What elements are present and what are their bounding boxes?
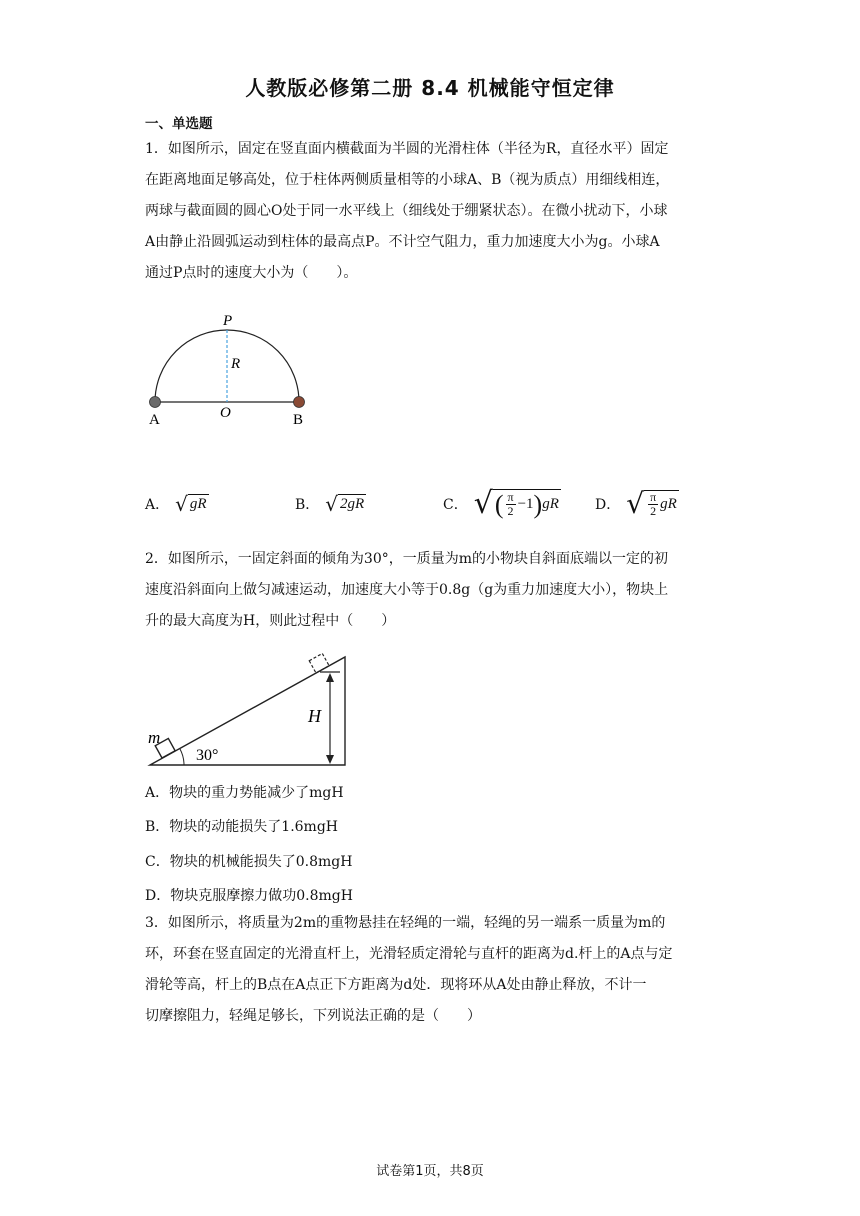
label-o: O [220,405,231,421]
label-m: m [148,728,161,747]
question-2-line: 速度沿斜面向上做匀减速运动，加速度大小等于0.8g（g为重力加速度大小），物块上 [145,582,669,598]
question-3-line: 环，环套在竖直固定的光滑直杆上，光滑轻质定滑轮与直杆的距离为d.杆上的A点与定 [145,946,673,962]
page-title: 人教版必修第二册 8.4 机械能守恒定律 [245,76,615,100]
option-a[interactable] [145,488,209,520]
question-1-line: 两球与截面圆的圆心O处于同一水平线上（细线处于绷紧状态）。在微小扰动下，小球 [145,203,668,219]
option-b-label: B． [295,497,320,513]
label-r: R [231,356,241,372]
q2-option-a[interactable]: A．物块的重力势能减少了mgH [145,785,344,801]
label-b: B [293,412,304,428]
ball-a [150,397,161,408]
option-d[interactable] [595,488,679,520]
semicircle-figure [140,305,320,430]
sqrt-2gr: √ 2gR [325,492,365,516]
label-a: A [149,412,160,428]
q2-option-d[interactable]: D．物块克服摩擦力做功0.8mgH [145,888,353,904]
question-2-line: 升的最大高度为H，则此过程中（ ） [145,613,396,629]
question-1-line: 1．如图所示，固定在竖直面内横截面为半圆的光滑柱体（半径为R，直径水平）固定 [145,141,669,157]
question-3-line: 3．如图所示，将质量为2m的重物悬挂在轻绳的一端，轻绳的另一端系一质量为m的 [145,915,666,931]
ball-b [294,397,305,408]
sqrt-pi-half-gr: √ $\frac{\pi}{2}$ gR [626,487,677,520]
q2-option-c[interactable]: C．物块的机械能损失了0.8mgH [145,854,353,870]
question-1-line: 在距离地面足够高处，位于柱体两侧质量相等的小球A、B（视为质点）用细线相连， [145,172,670,188]
question-2-line: 2．如图所示，一固定斜面的倾角为30°，一质量为m的小物块自斜面底端以一定的初 [145,551,668,567]
height-arrow-up [326,673,334,682]
question-1-line: A由静止沿圆弧运动到柱体的最高点P。不计空气阻力，重力加速度大小为g。小球A [145,234,660,250]
incline-figure [140,645,355,770]
question-3-line: 切摩擦阻力，轻绳足够长，下列说法正确的是（ ） [145,1008,481,1024]
question-1-line: 通过P点时的速度大小为（ ）。 [145,265,358,281]
label-h: H [308,706,321,726]
page-footer: 试卷第1页，共8页 [376,1164,484,1179]
label-angle: 30° [196,747,219,764]
height-arrow-down [326,755,334,764]
option-b[interactable] [295,488,366,520]
block-top [309,653,329,673]
option-d-label: D． [595,497,621,513]
option-c[interactable] [443,488,561,520]
question-3-line: 滑轮等高，杆上的B点在A点正下方距离为d处．现将环从A处由静止释放，不计一 [145,977,647,993]
angle-arc [180,749,184,765]
option-a-label: A． [145,497,170,513]
label-p: P [223,313,233,329]
sqrt-pi-half-minus-one-gr: √ ( $\frac{\pi}{2}$ −1 ) gR [473,486,559,521]
question-1-text [145,134,720,289]
option-c-label: C． [443,497,468,513]
question-1-options [145,488,720,520]
question-2-text [145,544,720,637]
q2-option-b[interactable]: B．物块的动能损失了1.6mgH [145,819,338,835]
question-3-text [145,908,720,1032]
section-heading: 一、单选题 [145,116,213,132]
sqrt-gr: √ gR [175,492,207,516]
